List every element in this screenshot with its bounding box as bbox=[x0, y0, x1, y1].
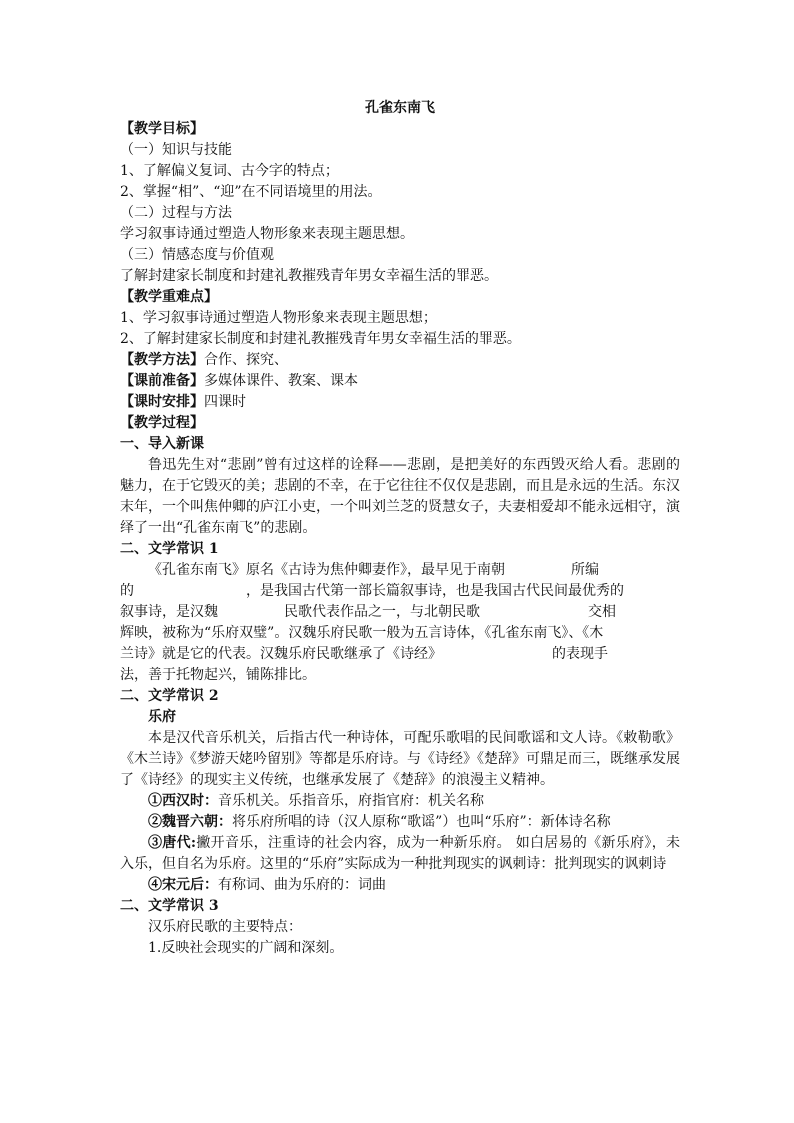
point4-text: 有称词、曲为乐府的：词曲 bbox=[218, 877, 386, 893]
method-value: 合作、探究、 bbox=[204, 352, 288, 368]
lit2-point3 bbox=[120, 833, 680, 875]
lit2-point1 bbox=[120, 791, 680, 812]
schedule-label: 【课时安排】 bbox=[120, 394, 204, 410]
lit1-line2 bbox=[120, 581, 680, 602]
goals-sub1: （一）知识与技能 bbox=[120, 142, 232, 158]
intro-heading: 一、导入新课 bbox=[120, 436, 204, 452]
process-heading: 【教学过程】 bbox=[120, 415, 204, 431]
key-points-item1: 1、学习叙事诗通过塑造人物形象来表现主题思想； bbox=[120, 310, 437, 326]
point3-text: 撇开音乐，注重诗的社会内容，成为一种新乐府。 如白居易的《新乐府》，未入乐，但自名为乐府。这里的“乐府”实际成为一种批判现实的讽刺诗：批判现实的讽刺诗 bbox=[120, 835, 681, 872]
lit1-line2b: ，是我国古代第一部长篇叙事诗，也是我国古代民间最优秀的 bbox=[246, 583, 624, 599]
goals-item2: 2、掌握“相”、“迎”在不同语境里的用法。 bbox=[120, 184, 382, 200]
point4-label: ④宋元后： bbox=[148, 877, 218, 893]
lit2-term: 乐府 bbox=[148, 709, 176, 725]
goals-text2: 学习叙事诗通过塑造人物形象来表现主题思想。 bbox=[120, 226, 414, 242]
lit1-line4: 辉映，被称为“乐府双璧”。汉魏乐府民歌一般为五言诗体，《孔雀东南飞》、《木 bbox=[120, 625, 604, 641]
lit3-intro: 汉乐府民歌的主要特点： bbox=[148, 919, 302, 935]
goals-item1: 1、了解偏义复词、古今字的特点； bbox=[120, 163, 339, 179]
lit1-line1a: 《孔雀东南飞》原名《古诗为焦仲卿妻作》，最早见于南朝 bbox=[148, 562, 505, 578]
lit1-line2a: 的 bbox=[120, 583, 134, 599]
lit1-line1 bbox=[120, 560, 680, 581]
lit1-line5a: 兰诗》就是它的代表。汉魏乐府民歌继承了《诗经》 bbox=[120, 646, 442, 662]
lit1-line5b: 的表现手 bbox=[552, 646, 608, 662]
lit1-line1b: 所编 bbox=[571, 562, 599, 578]
schedule-line bbox=[120, 392, 680, 413]
lit1-line3c: 交相 bbox=[588, 604, 616, 620]
lit1-line5 bbox=[120, 644, 680, 665]
prep-line bbox=[120, 371, 680, 392]
prep-value: 多媒体课件、教案、课本 bbox=[204, 373, 358, 389]
prep-label: 【课前准备】 bbox=[120, 373, 204, 389]
lit1-line3 bbox=[120, 602, 680, 623]
method-line bbox=[120, 350, 680, 371]
point2-label: ②魏晋六朝： bbox=[148, 814, 232, 830]
lit2-paragraph: 本是汉代音乐机关，后指古代一种诗体，可配乐歌唱的民间歌谣和文人诗。《敕勒歌》《木兰诗》《梦游天姥吟留别》等都是乐府诗。与《诗经》《楚辞》可鼎足而三，既继承发展了《诗经》的现实主义传统，也继承发展了《楚辞》的浪漫主义精神。 bbox=[120, 730, 680, 788]
point3-label: ③唐代: bbox=[148, 835, 197, 851]
goals-sub3: （三）情感态度与价值观 bbox=[120, 247, 274, 263]
goals-heading: 【教学目标】 bbox=[120, 121, 204, 137]
method-label: 【教学方法】 bbox=[120, 352, 204, 368]
goals-sub2: （二）过程与方法 bbox=[120, 205, 232, 221]
document-body bbox=[120, 99, 680, 959]
point2-text: 将乐府所唱的诗（汉人原称“歌谣”）也叫“乐府”：新体诗名称 bbox=[232, 814, 611, 830]
key-points-heading: 【教学重难点】 bbox=[120, 289, 218, 305]
point1-text: 音乐机关。乐指音乐，府指官府：机关名称 bbox=[218, 793, 484, 809]
intro-paragraph: 鲁迅先生对“悲剧”曾有过这样的诠释——悲剧，是把美好的东西毁灭给人看。悲剧的魅力，在于它毁灭的美；悲剧的不幸，在于它往往不仅仅是悲剧，而且是永远的生活。东汉末年，一个叫焦仲卿的庐江小吏，一个叫刘兰芝的贤慧女子，夫妻相爱却不能永远相守，演绎了一出“孔雀东南飞”的悲剧。 bbox=[120, 457, 680, 536]
lit3-heading: 二、文学常识 3 bbox=[120, 898, 219, 914]
lit2-point2 bbox=[120, 812, 680, 833]
lit2-heading: 二、文学常识 2 bbox=[120, 688, 219, 704]
point1-label: ①西汉时： bbox=[148, 793, 218, 809]
lit1-line6: 法，善于托物起兴，铺陈排比。 bbox=[120, 667, 316, 683]
schedule-value: 四课时 bbox=[204, 394, 246, 410]
lit1-line3a: 叙事诗，是汉魏 bbox=[120, 604, 218, 620]
lit1-line3b: 民歌代表作品之一，与北朝民歌 bbox=[284, 604, 480, 620]
lit3-item1: 1.反映社会现实的广阔和深刻。 bbox=[148, 940, 344, 956]
key-points-item2: 2、了解封建家长制度和封建礼教摧残青年男女幸福生活的罪恶。 bbox=[120, 331, 521, 347]
goals-text3: 了解封建家长制度和封建礼教摧残青年男女幸福生活的罪恶。 bbox=[120, 268, 498, 284]
lit1-heading: 二、文学常识 1 bbox=[120, 541, 219, 557]
page-title: 孔雀东南飞 bbox=[365, 100, 435, 116]
lit2-point4 bbox=[120, 875, 680, 896]
